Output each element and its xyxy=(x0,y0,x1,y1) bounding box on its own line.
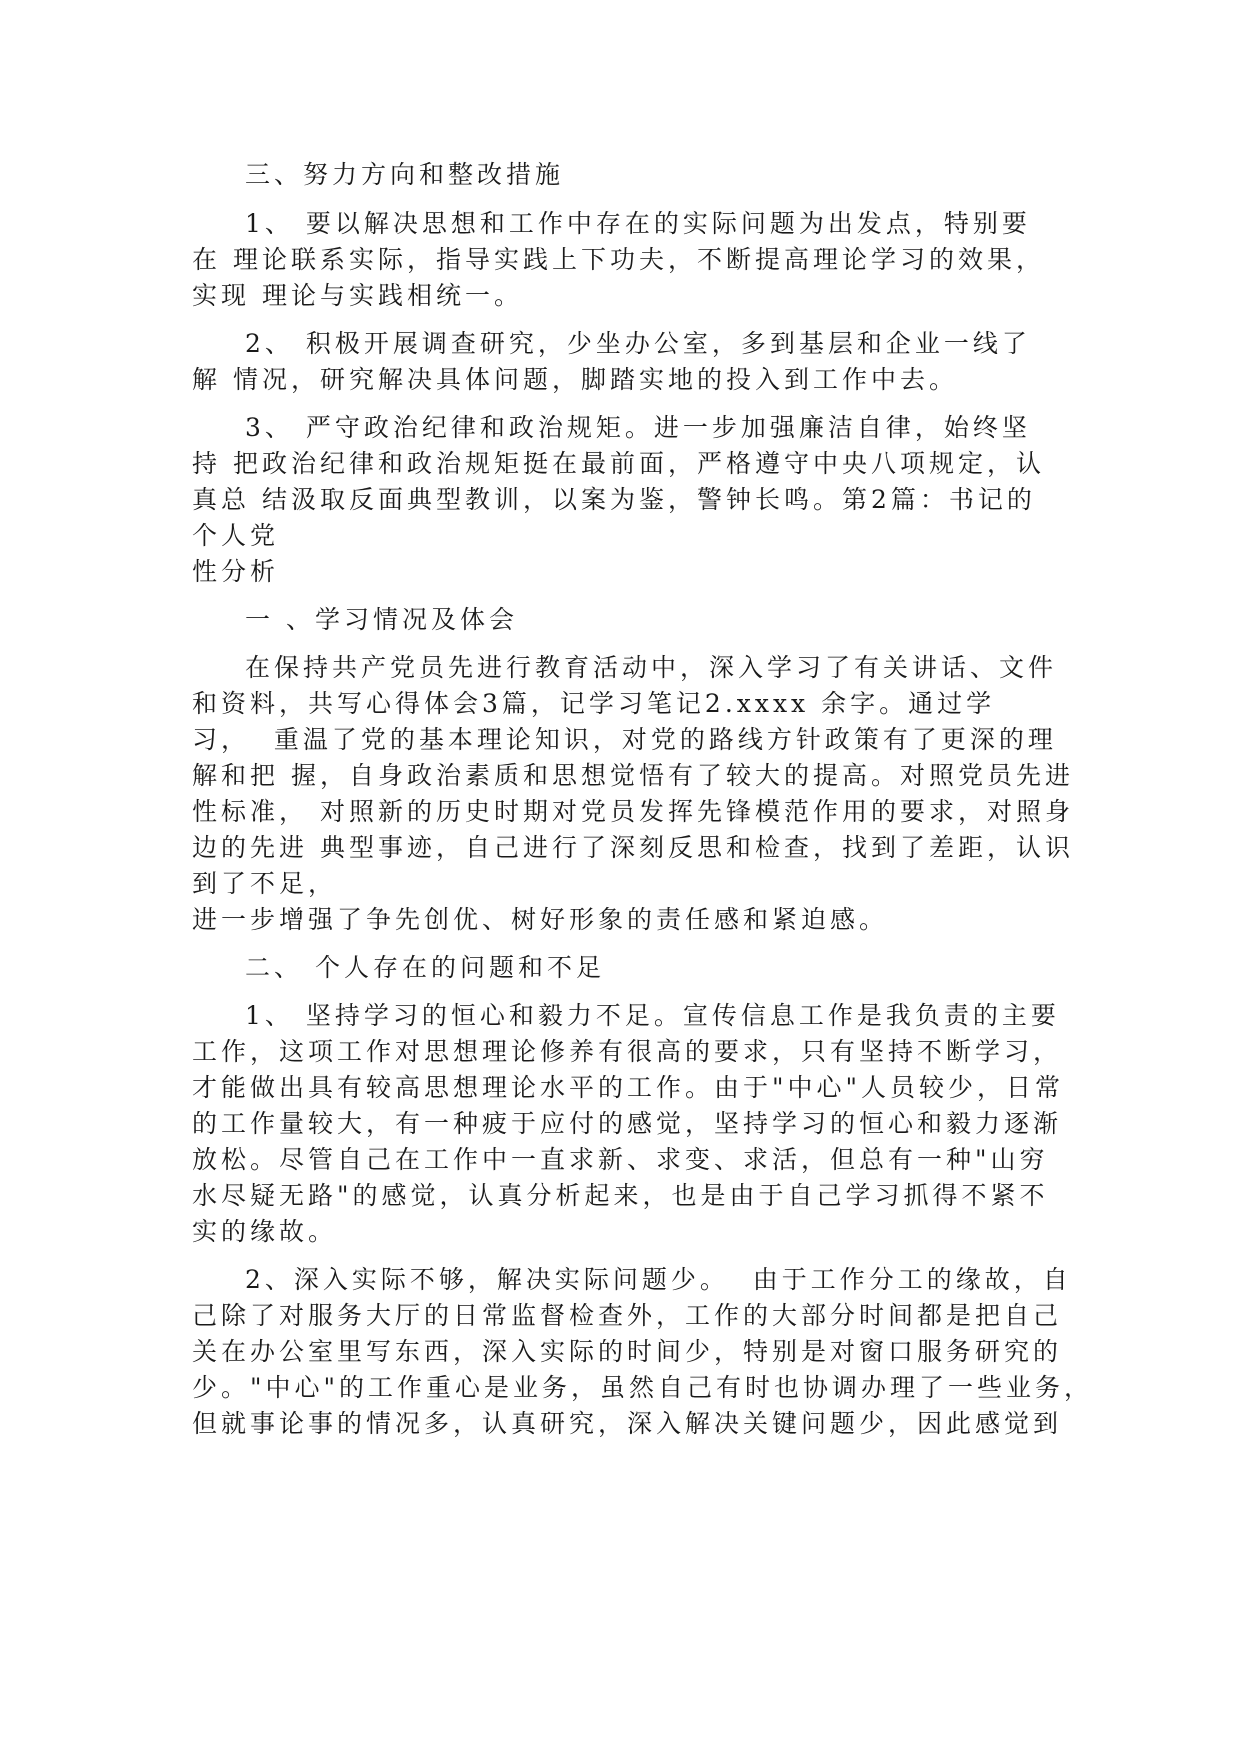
paragraph-line: 工作，这项工作对思想理论修养有很高的要求，只有坚持不断学习， xyxy=(192,1037,1063,1066)
paragraph-line: 1、 要以解决思想和工作中存在的实际问题为出发点，特别要 xyxy=(245,209,1031,238)
section-heading-3: 三、努力方向和整改措施 xyxy=(245,160,565,189)
paragraph-line: 个人党 xyxy=(192,521,280,550)
paragraph-line: 水尽疑无路"的感觉，认真分析起来，也是由于自己学习抓得不紧不 xyxy=(192,1181,1049,1210)
paragraph-line: 性标准， 对照新的历史时期对党员发挥先锋模范作用的要求，对照身 xyxy=(192,797,1074,826)
paragraph-line: 但就事论事的情况多，认真研究，深入解决关键问题少，因此感觉到 xyxy=(192,1409,1063,1438)
paragraph-line: 习， 重温了党的基本理论知识，对党的路线方针政策有了更深的理 xyxy=(192,725,1057,754)
paragraph-line: 边的先进 典型事迹，自己进行了深刻反思和检查，找到了差距，认识 xyxy=(192,833,1074,862)
paragraph-line: 放松。尽管自己在工作中一直求新、求变、求活，但总有一种"山穷 xyxy=(192,1145,1049,1174)
paragraph-line: 和资料，共写心得体会3篇，记学习笔记2.xxxx 余字。通过学 xyxy=(192,689,996,718)
section-heading-1: 一 、学习情况及体会 xyxy=(245,605,518,634)
section-heading-2: 二、 个人存在的问题和不足 xyxy=(245,953,605,982)
paragraph-line: 己除了对服务大厅的日常监督检查外，工作的大部分时间都是把自己 xyxy=(192,1301,1063,1330)
paragraph-line: 的工作量较大，有一种疲于应付的感觉，坚持学习的恒心和毅力逐渐 xyxy=(192,1109,1063,1138)
paragraph-line: 解和把 握，自身政治素质和思想觉悟有了较大的提高。对照党员先进 xyxy=(192,761,1074,790)
paragraph-line: 3、 严守政治纪律和政治规矩。进一步加强廉洁自律，始终坚 xyxy=(245,413,1031,442)
paragraph-line: 进一步增强了争先创优、树好形象的责任感和紧迫感。 xyxy=(192,905,889,934)
paragraph-line: 在 理论联系实际，指导实践上下功夫，不断提高理论学习的效果， xyxy=(192,245,1045,274)
paragraph-line: 才能做出具有较高思想理论水平的工作。由于"中心"人员较少，日常 xyxy=(192,1073,1065,1102)
paragraph-line: 性分析 xyxy=(192,557,280,586)
paragraph-line: 2、深入实际不够，解决实际问题少。 由于工作分工的缘故，自 xyxy=(245,1265,1072,1294)
paragraph-line: 1、 坚持学习的恒心和毅力不足。宣传信息工作是我负责的主要 xyxy=(245,1001,1060,1030)
paragraph-line: 关在办公室里写东西，深入实际的时间少，特别是对窗口服务研究的 xyxy=(192,1337,1063,1366)
paragraph-line: 实的缘故。 xyxy=(192,1217,338,1246)
paragraph-line: 真总 结汲取反面典型教训，以案为鉴，警钟长鸣。第2篇：书记的 xyxy=(192,485,1036,514)
paragraph-line: 持 把政治纪律和政治规矩挺在最前面，严格遵守中央八项规定，认 xyxy=(192,449,1045,478)
paragraph-line: 解 情况，研究解决具体问题，脚踏实地的投入到工作中去。 xyxy=(192,365,958,394)
paragraph-line: 到了不足， xyxy=(192,869,338,898)
paragraph-line: 2、 积极开展调查研究，少坐办公室，多到基层和企业一线了 xyxy=(245,329,1031,358)
paragraph-line: 少。"中心"的工作重心是业务，虽然自己有时也协调办理了一些业务， xyxy=(192,1373,1094,1402)
paragraph-line: 在保持共产党员先进行教育活动中，深入学习了有关讲话、文件 xyxy=(245,653,1058,682)
paragraph-line: 实现 理论与实践相统一。 xyxy=(192,281,523,310)
